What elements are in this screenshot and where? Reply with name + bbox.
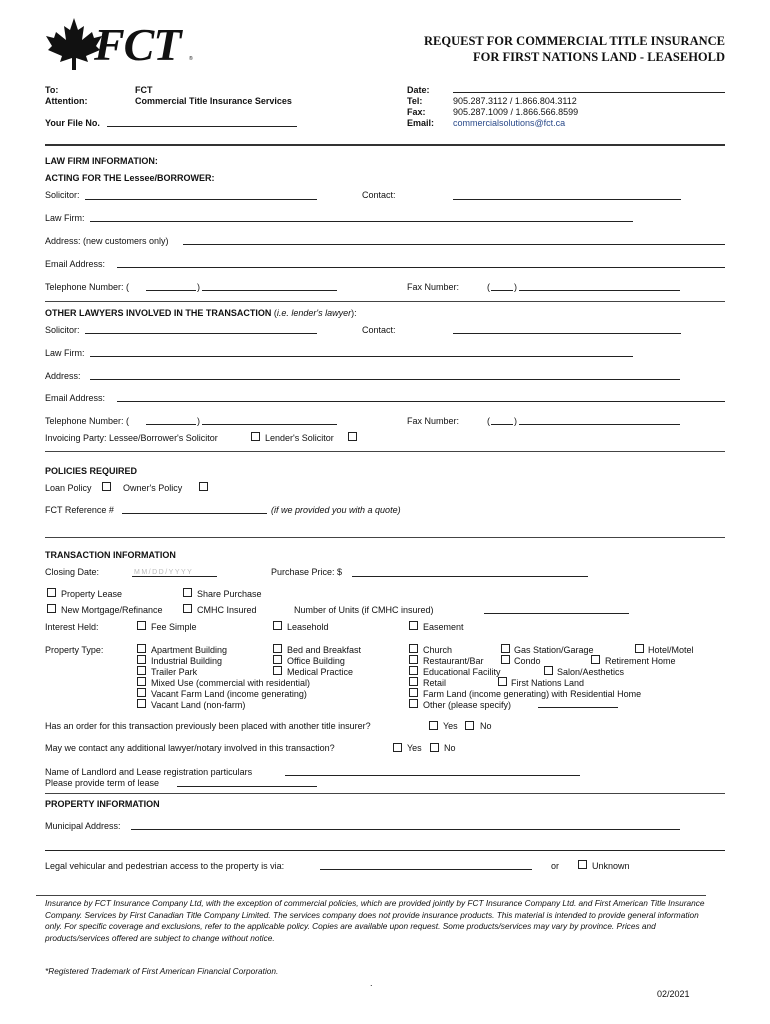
tel-label: Tel: [407, 96, 423, 106]
pt-apartment-checkbox[interactable] [137, 644, 146, 653]
pt-vacant-farm-label: Vacant Farm Land (income generating) [151, 689, 307, 699]
property-lease-label: Property Lease [61, 589, 123, 599]
pt-salon-checkbox[interactable] [544, 666, 553, 675]
fee-simple-label: Fee Simple [151, 622, 197, 632]
date-field[interactable] [453, 92, 725, 93]
cmhc-checkbox[interactable] [183, 604, 192, 613]
fax-close: ) [514, 282, 517, 292]
fct-reference-label: FCT Reference # [45, 505, 114, 515]
units-label: Number of Units (if CMHC insured) [294, 605, 434, 615]
pt-retail-label: Retail [423, 678, 447, 688]
borrower-solicitor-checkbox[interactable] [251, 432, 260, 441]
pt-industrial-label: Industrial Building [151, 656, 223, 666]
address-label: Address: (new customers only) [45, 236, 169, 246]
new-mortgage-checkbox[interactable] [47, 604, 56, 613]
legal-access-field[interactable] [320, 869, 532, 870]
trademark-note: *Registered Trademark of First American Financial Corporation. [45, 966, 279, 976]
pt-trailer-label: Trailer Park [151, 667, 198, 677]
your-file-field[interactable] [107, 126, 297, 127]
email-label: Email: [407, 118, 435, 128]
pt-vacant-farm-checkbox[interactable] [137, 688, 146, 697]
closing-date-field[interactable] [132, 576, 217, 577]
telephone-label: Telephone Number: ( [45, 282, 130, 292]
prev-order-yes-checkbox[interactable] [429, 721, 438, 730]
unknown-checkbox[interactable] [578, 860, 587, 869]
fct-logo [44, 16, 214, 74]
divider [45, 793, 725, 794]
pt-salon-label: Salon/Aesthetics [557, 667, 625, 677]
other-fax-area-field[interactable] [491, 424, 513, 425]
municipal-address-field[interactable] [131, 829, 680, 830]
pt-other-checkbox[interactable] [409, 699, 418, 708]
attention-value: Commercial Title Insurance Services [135, 96, 292, 106]
invoicing-label: Invoicing Party: Lessee/Borrower's Solicitor [45, 433, 218, 443]
to-value: FCT [135, 85, 153, 95]
pt-vacant-land-checkbox[interactable] [137, 699, 146, 708]
pt-condo-checkbox[interactable] [501, 655, 510, 664]
cmhc-label: CMHC Insured [197, 605, 257, 615]
fax-number-field[interactable] [519, 290, 680, 291]
fct-reference-field[interactable] [122, 513, 267, 514]
pt-bnb-label: Bed and Breakfast [287, 645, 362, 655]
solicitor-field[interactable] [85, 199, 317, 200]
acting-for-heading: ACTING FOR THE Lessee/BORROWER: [45, 173, 215, 183]
other-fax-paren: ( [487, 416, 490, 426]
pt-office-label: Office Building [287, 656, 345, 666]
other-solicitor-label: Solicitor: [45, 325, 80, 335]
pt-educational-checkbox[interactable] [409, 666, 418, 675]
fax-value: 905.287.1009 / 1.866.566.8599 [453, 107, 579, 117]
email-address-field[interactable] [117, 267, 725, 268]
your-file-label: Your File No. [45, 118, 100, 128]
footer-dot: . [370, 978, 373, 988]
landlord-field[interactable] [285, 775, 580, 776]
form-date-code: 02/2021 [657, 989, 690, 999]
pt-vacant-land-label: Vacant Land (non-farm) [151, 700, 246, 710]
other-solicitor-field[interactable] [85, 333, 317, 334]
divider [45, 537, 725, 538]
other-lawyers-title: OTHER LAWYERS INVOLVED IN THE TRANSACTION [45, 308, 272, 318]
loan-policy-checkbox[interactable] [102, 482, 111, 491]
email-address-label: Email Address: [45, 259, 106, 269]
telephone-area-field[interactable] [146, 290, 196, 291]
property-lease-checkbox[interactable] [47, 588, 56, 597]
policies-heading: POLICIES REQUIRED [45, 466, 138, 476]
pt-other-field[interactable] [538, 707, 618, 708]
divider [45, 451, 725, 452]
registered-mark: ® [189, 56, 193, 62]
pt-gas-station-label: Gas Station/Garage [514, 645, 594, 655]
disclaimer-text: Insurance by FCT Insurance Company Ltd, with the exception of commercial policies, which are provided jointly by FCT Insurance Company Ltd. and First American Title Insurance Company. Services by First Canadian Title Company Limited. The services company does not provide insurance products. This material is intended to provide general information only. For specific coverage and exclusions, refer to the applicable policy. Copies are available upon request. Some products/services may vary by province. Prices and products/services offered are subject to change without notice. [45, 898, 705, 943]
landlord-label: Name of Landlord and Lease registration particulars [45, 767, 253, 777]
other-law-firm-field[interactable] [90, 356, 633, 357]
pt-industrial-checkbox[interactable] [137, 655, 146, 664]
pt-farm-land-label: Farm Land (income generating) with Residential Home [423, 689, 642, 699]
other-telephone-area-field[interactable] [146, 424, 196, 425]
footer-divider [36, 895, 706, 896]
pt-church-label: Church [423, 645, 453, 655]
new-mortgage-label: New Mortgage/Refinance [61, 605, 163, 615]
other-fax-close: ) [514, 416, 517, 426]
municipal-address-label: Municipal Address: [45, 821, 121, 831]
pt-bnb-checkbox[interactable] [273, 644, 282, 653]
form-title-line1: REQUEST FOR COMMERCIAL TITLE INSURANCE [424, 34, 725, 48]
other-email-label: Email Address: [45, 393, 106, 403]
may-contact-yes-checkbox[interactable] [393, 743, 402, 752]
other-lawyers-heading [45, 308, 357, 318]
other-law-firm-label: Law Firm: [45, 348, 85, 358]
email-value[interactable]: commercialsolutions@fct.ca [453, 118, 566, 128]
other-telephone-label: Telephone Number: ( [45, 416, 130, 426]
pt-first-nations-checkbox[interactable] [498, 677, 507, 686]
lease-term-field[interactable] [177, 786, 317, 787]
legal-access-label: Legal vehicular and pedestrian access to the property is via: [45, 861, 285, 871]
or-label: or [551, 861, 560, 871]
pt-retirement-label: Retirement Home [605, 656, 676, 666]
other-fax-field[interactable] [519, 424, 680, 425]
other-fax-label: Fax Number: [407, 416, 460, 426]
divider [45, 301, 725, 302]
date-label: Date: [407, 85, 430, 95]
prev-order-no-label: No [480, 721, 492, 731]
pt-office-checkbox[interactable] [273, 655, 282, 664]
purchase-price-field[interactable] [352, 576, 588, 577]
other-telephone-field[interactable] [202, 424, 337, 425]
prev-order-yes-label: Yes [443, 721, 458, 731]
interest-held-label: Interest Held: [45, 622, 99, 632]
divider [45, 144, 725, 146]
lender-lawyer-note: i.e. lender's lawyer [276, 308, 352, 318]
transaction-heading: TRANSACTION INFORMATION [45, 550, 176, 560]
attention-label: Attention: [45, 96, 88, 106]
pt-hotel-checkbox[interactable] [635, 644, 644, 653]
pt-retirement-checkbox[interactable] [591, 655, 600, 664]
prev-order-question: Has an order for this transaction previously been placed with another title insurer? [45, 721, 371, 731]
pt-medical-label: Medical Practice [287, 667, 354, 677]
law-firm-field[interactable] [90, 221, 633, 222]
pt-hotel-label: Hotel/Motel [648, 645, 694, 655]
paren-open: ( [271, 308, 277, 318]
fax-area-field[interactable] [491, 290, 513, 291]
pt-retail-checkbox[interactable] [409, 677, 418, 686]
closing-date-placeholder: MM/DD/YYYY [134, 569, 194, 576]
pt-condo-label: Condo [514, 656, 541, 666]
easement-label: Easement [423, 622, 464, 632]
paren-close: ): [351, 308, 357, 318]
form-title-line2: FOR FIRST NATIONS LAND - LEASEHOLD [472, 50, 725, 64]
other-email-field[interactable] [117, 401, 725, 402]
law-firm-label: Law Firm: [45, 213, 85, 223]
pt-trailer-checkbox[interactable] [137, 666, 146, 675]
pt-other-label: Other (please specify) [423, 700, 512, 710]
may-contact-question: May we contact any additional lawyer/notary involved in this transaction? [45, 743, 335, 753]
lease-term-label: Please provide term of lease [45, 778, 160, 788]
share-purchase-label: Share Purchase [197, 589, 262, 599]
municipal-address-line2[interactable] [45, 850, 725, 851]
other-contact-label: Contact: [362, 325, 396, 335]
owners-policy-label: Owner's Policy [123, 483, 183, 493]
other-contact-field[interactable] [453, 333, 681, 334]
fee-simple-checkbox[interactable] [137, 621, 146, 630]
contact-label: Contact: [362, 190, 396, 200]
purchase-price-label: Purchase Price: $ [271, 567, 343, 577]
address-field[interactable] [183, 244, 725, 245]
share-purchase-checkbox[interactable] [183, 588, 192, 597]
unknown-label: Unknown [592, 861, 630, 871]
fax-label: Fax: [407, 107, 426, 117]
lenders-solicitor-label: Lender's Solicitor [265, 433, 334, 443]
telephone-close: ) [197, 282, 200, 292]
logo-text: FCT [94, 19, 181, 70]
pt-restaurant-label: Restaurant/Bar [423, 656, 484, 666]
leasehold-checkbox[interactable] [273, 621, 282, 630]
pt-educational-label: Educational Facility [423, 667, 501, 677]
closing-date-label: Closing Date: [45, 567, 100, 577]
other-telephone-close: ) [197, 416, 200, 426]
pt-apartment-label: Apartment Building [151, 645, 228, 655]
to-label: To: [45, 85, 59, 95]
tel-value: 905.287.3112 / 1.866.804.3112 [453, 96, 577, 106]
other-address-field[interactable] [90, 379, 680, 380]
pt-restaurant-checkbox[interactable] [409, 655, 418, 664]
owners-policy-checkbox[interactable] [199, 482, 208, 491]
telephone-field[interactable] [202, 290, 337, 291]
solicitor-label: Solicitor: [45, 190, 80, 200]
pt-medical-checkbox[interactable] [273, 666, 282, 675]
pt-church-checkbox[interactable] [409, 644, 418, 653]
property-heading: PROPERTY INFORMATION [45, 799, 160, 809]
other-address-label: Address: [45, 371, 81, 381]
fax-number-label: Fax Number: [407, 282, 460, 292]
fct-reference-note: (if we provided you with a quote) [271, 505, 401, 515]
loan-policy-label: Loan Policy [45, 483, 92, 493]
may-contact-no-checkbox[interactable] [430, 743, 439, 752]
property-type-label: Property Type: [45, 645, 104, 655]
pt-gas-station-checkbox[interactable] [501, 644, 510, 653]
contact-field[interactable] [453, 199, 681, 200]
fax-paren: ( [487, 282, 490, 292]
lenders-solicitor-checkbox[interactable] [348, 432, 357, 441]
leasehold-label: Leasehold [287, 622, 329, 632]
pt-farm-land-checkbox[interactable] [409, 688, 418, 697]
prev-order-no-checkbox[interactable] [465, 721, 474, 730]
may-contact-no-label: No [444, 743, 456, 753]
pt-mixed-use-label: Mixed Use (commercial with residential) [151, 678, 311, 688]
pt-first-nations-label: First Nations Land [511, 678, 585, 688]
units-field[interactable] [484, 613, 629, 614]
may-contact-yes-label: Yes [407, 743, 422, 753]
pt-mixed-use-checkbox[interactable] [137, 677, 146, 686]
easement-checkbox[interactable] [409, 621, 418, 630]
law-firm-heading: LAW FIRM INFORMATION: [45, 156, 158, 166]
